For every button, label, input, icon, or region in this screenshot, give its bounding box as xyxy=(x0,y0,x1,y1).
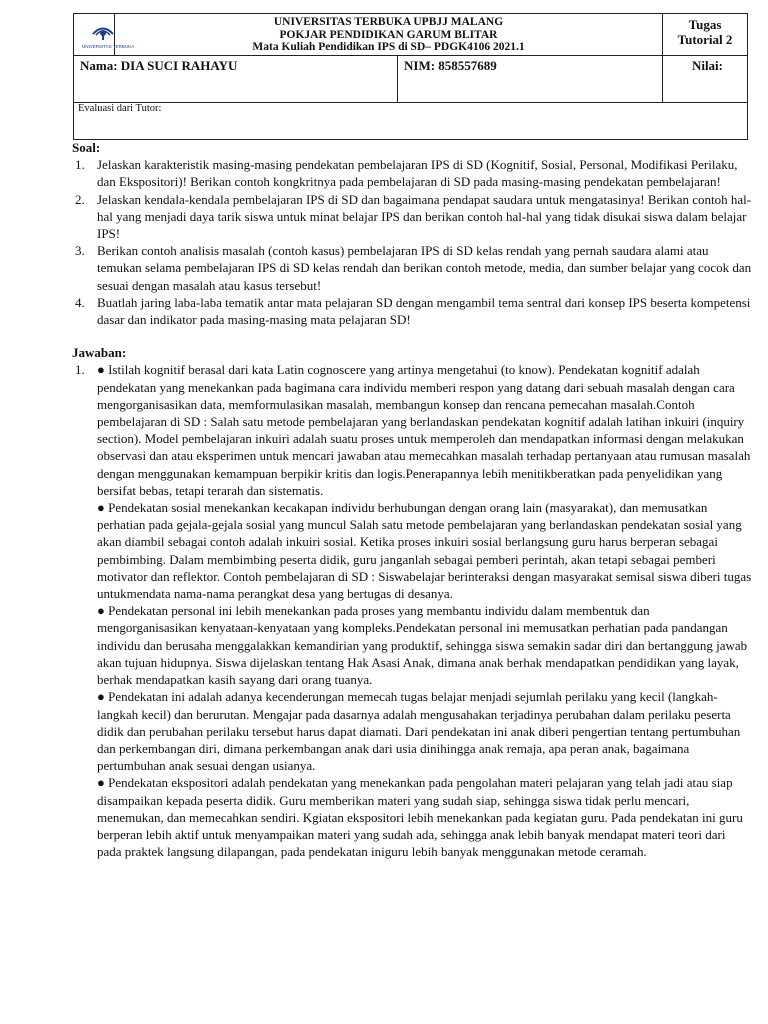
soal-text: Jelaskan karakteristik masing-masing pendekatan pembelajaran IPS di SD (Kognitif, Sosial, Personal, Modifikasi Perilaku, dan Ekspositori)! Berikan contoh kongkritnya pada pembelajaran di SD pada masing-masing pendekatan pembelajaran! xyxy=(97,157,738,190)
soal-text: Jelaskan kendala-kendala pembelajaran IPS di SD dan bagaimana pendapat saudara untuk mengatasinya! Berikan contoh hal-hal yang menjadi daya tarik siswa untuk minat belajar IPS dan berikan contoh hal-hal yang tidak disukai siswa dalam belajar IPS! xyxy=(97,191,752,242)
jawaban-heading: Jawaban: xyxy=(72,345,127,361)
soal-list xyxy=(72,156,752,328)
soal-item xyxy=(72,191,752,243)
document-body xyxy=(72,139,752,860)
soal-number: 1. xyxy=(75,157,85,173)
header-line-3: Mata Kuliah Pendidikan IPS di SD– PDGK4106 2021.1 xyxy=(252,41,525,53)
soal-text: Buatlah jaring laba-laba tematik antar mata pelajaran SD dengan mengambil tema sentral dari konsep IPS beserta kompetensi dasar dan indikator pada masing-masing mata pelajaran SD! xyxy=(97,294,751,328)
nilai-label: Nilai: xyxy=(691,58,723,73)
soal-item xyxy=(72,242,752,294)
jawaban-paragraph-ekspositori: ● Pendekatan ekspositori adalah pendekatan yang menekankan pada pengolahan materi pelajaran yang telah jadi atau siap disampaikan kepada peserta didik. Guru memberikan materi yang sudah siap, sehingga siswa tidak perlu mencari, menemukan, dan memecahkan sendiri. Kgiatan ekspositori lebih menekankan pada kegiatan guru. Pada pendekatan ini guru berperan lebih aktif untuk menyampaikan materi yang sudah ada, sehingga anak lebih banyak mendapat materi teori dari pada praktek langsung dilapangan, pada pendekatan iniguru lebih banyak menggunakan metode ceramah. xyxy=(97,775,743,860)
nim-field: NIM: 858557689 xyxy=(398,56,663,103)
jawaban-item xyxy=(72,361,752,860)
nilai-field xyxy=(663,56,748,103)
soal-heading: Soal: xyxy=(72,140,101,155)
soal-item xyxy=(72,156,752,190)
jawaban-paragraph-kognitif: ● Istilah kognitif berasal dari kata Latin cognoscere yang artinya mengetahui (to know). Pendekatan kognitif adalah pendekatan yang menekankan pada bagimana cara individu memberi respon yang datang dari sebuah masalah dengan cara mengorganisasikan data, memformulasikan masalah, membangun konsep dan rencana pemecahan masalah.Contoh pembelajaran di SD : Salah satu metode pembelajaran yang berlandaskan pendekatan kognitif adalah latihan inkuiri (inquiry section). Model pembelajaran inkuiri adalah suatu proses untuk memperoleh dan mendapatkan informasi dengan melakukan observasi dan atau eksperimen untuk mencari jawaban atau memecahkan masalah terhadap pertanyaan atau rumusan masalah dengan menggunakan kemampuan berpikir kritis dan logis.Penerapannya lebih menitikberatkan pada penyelidikan yang bersifat bebas, tetapi terarah dan sistematis. xyxy=(97,362,751,498)
soal-number: 3. xyxy=(75,243,85,259)
tutorial-label: Tutorial 2 xyxy=(677,32,733,47)
logo-caption: UNIVERSITAS TERBUKA xyxy=(82,44,135,49)
university-logo-icon xyxy=(91,21,115,41)
jawaban-number: 1. xyxy=(75,362,85,378)
header-line-2: POKJAR PENDIDIKAN GARUM BLITAR xyxy=(279,28,498,41)
jawaban-paragraph-personal: ● Pendekatan personal ini lebih menekankan pada proses yang membantu individu dalam membentuk dan mengorganisasikan kenyataan-kenyataan yang kompleks.Pendekatan personal ini memusatkan perhatian pada pandangan individu dan berusaha menggalakkan kemandirian yang produktif, sehingga siswa semakin sadar diri dan bertanggung jawab akan tujuan hidupnya. Siswa dijelaskan tentang Hak Asasi Anak, dimana anak berhak mendapatkan pendidikan yang layak, berhak mendapatkan kasih sayang dari orang tuanya. xyxy=(97,603,748,688)
header-title xyxy=(115,14,663,56)
logo-cell xyxy=(74,14,135,56)
evaluasi-field: Evaluasi dari Tutor: xyxy=(74,103,748,140)
soal-number: 2. xyxy=(75,191,85,207)
name-field: Nama: DIA SUCI RAHAYU xyxy=(74,56,398,103)
header-line-1: UNIVERSITAS TERBUKA UPBJJ MALANG xyxy=(273,16,504,28)
soal-number: 4. xyxy=(75,294,85,310)
tugas-label: Tugas xyxy=(688,17,722,32)
jawaban-paragraph-perilaku: ● Pendekatan ini adalah adanya kecenderungan memecah tugas belajar menjadi sejumlah perilaku yang kecil (langkah-langkah kecil) dan berurutan. Mengajar pada dasarnya adalah mengusahakan terjadinya perubahan dalam perilaku peserta didik dan perubahan perilaku tersebut harus dapat diamati. Dari pendekatan ini anak diberi pengertian tentang pertumbuhan dan perkembangan diri, dimana perkembangan anak dari usia dinihingga anak remaja, apa peran anak, bagaimana pertumbuhan anak sesuai dengan usianya. xyxy=(97,689,741,774)
tugas-cell xyxy=(663,14,748,56)
header-table xyxy=(73,13,748,140)
jawaban-paragraph-sosial: ● Pendekatan sosial menekankan kecakapan individu berhubungan dengan orang lain (masyarakat), dan memusatkan perhatian pada gejala-gejala sosial yang muncul Salah satu metode pembelajaran yang berlandaskan pendekatan sosial yang akan diambil sebagai contoh adalah inkuiri sosial. Ketika proses inkuiri sosial berlangsung guru harus berperan sebagai pembimbing. Dalam membimbing peserta didik, guru janganlah sebagai pemberi perintah, akan tetapi sebagai pemberi motivator dan reflektor. Contoh pembelajaran di SD : Siswabelajar berinteraksi dengan masyarakat semisal siswa diberi tugas untukmendata nama-nama perangkat desa yang bertugas di desanya. xyxy=(97,500,752,602)
soal-item xyxy=(72,294,752,328)
soal-text: Berikan contoh analisis masalah (contoh kasus) pembelajaran IPS di SD kelas rendah yang pernah saudara alami atau temukan selama pembelajaran IPS di SD kelas rendah dan berikan contoh metode, media, dan sumber belajar yang cocok dan sesuai dengan masalah atau kasus tersebut! xyxy=(97,243,752,293)
